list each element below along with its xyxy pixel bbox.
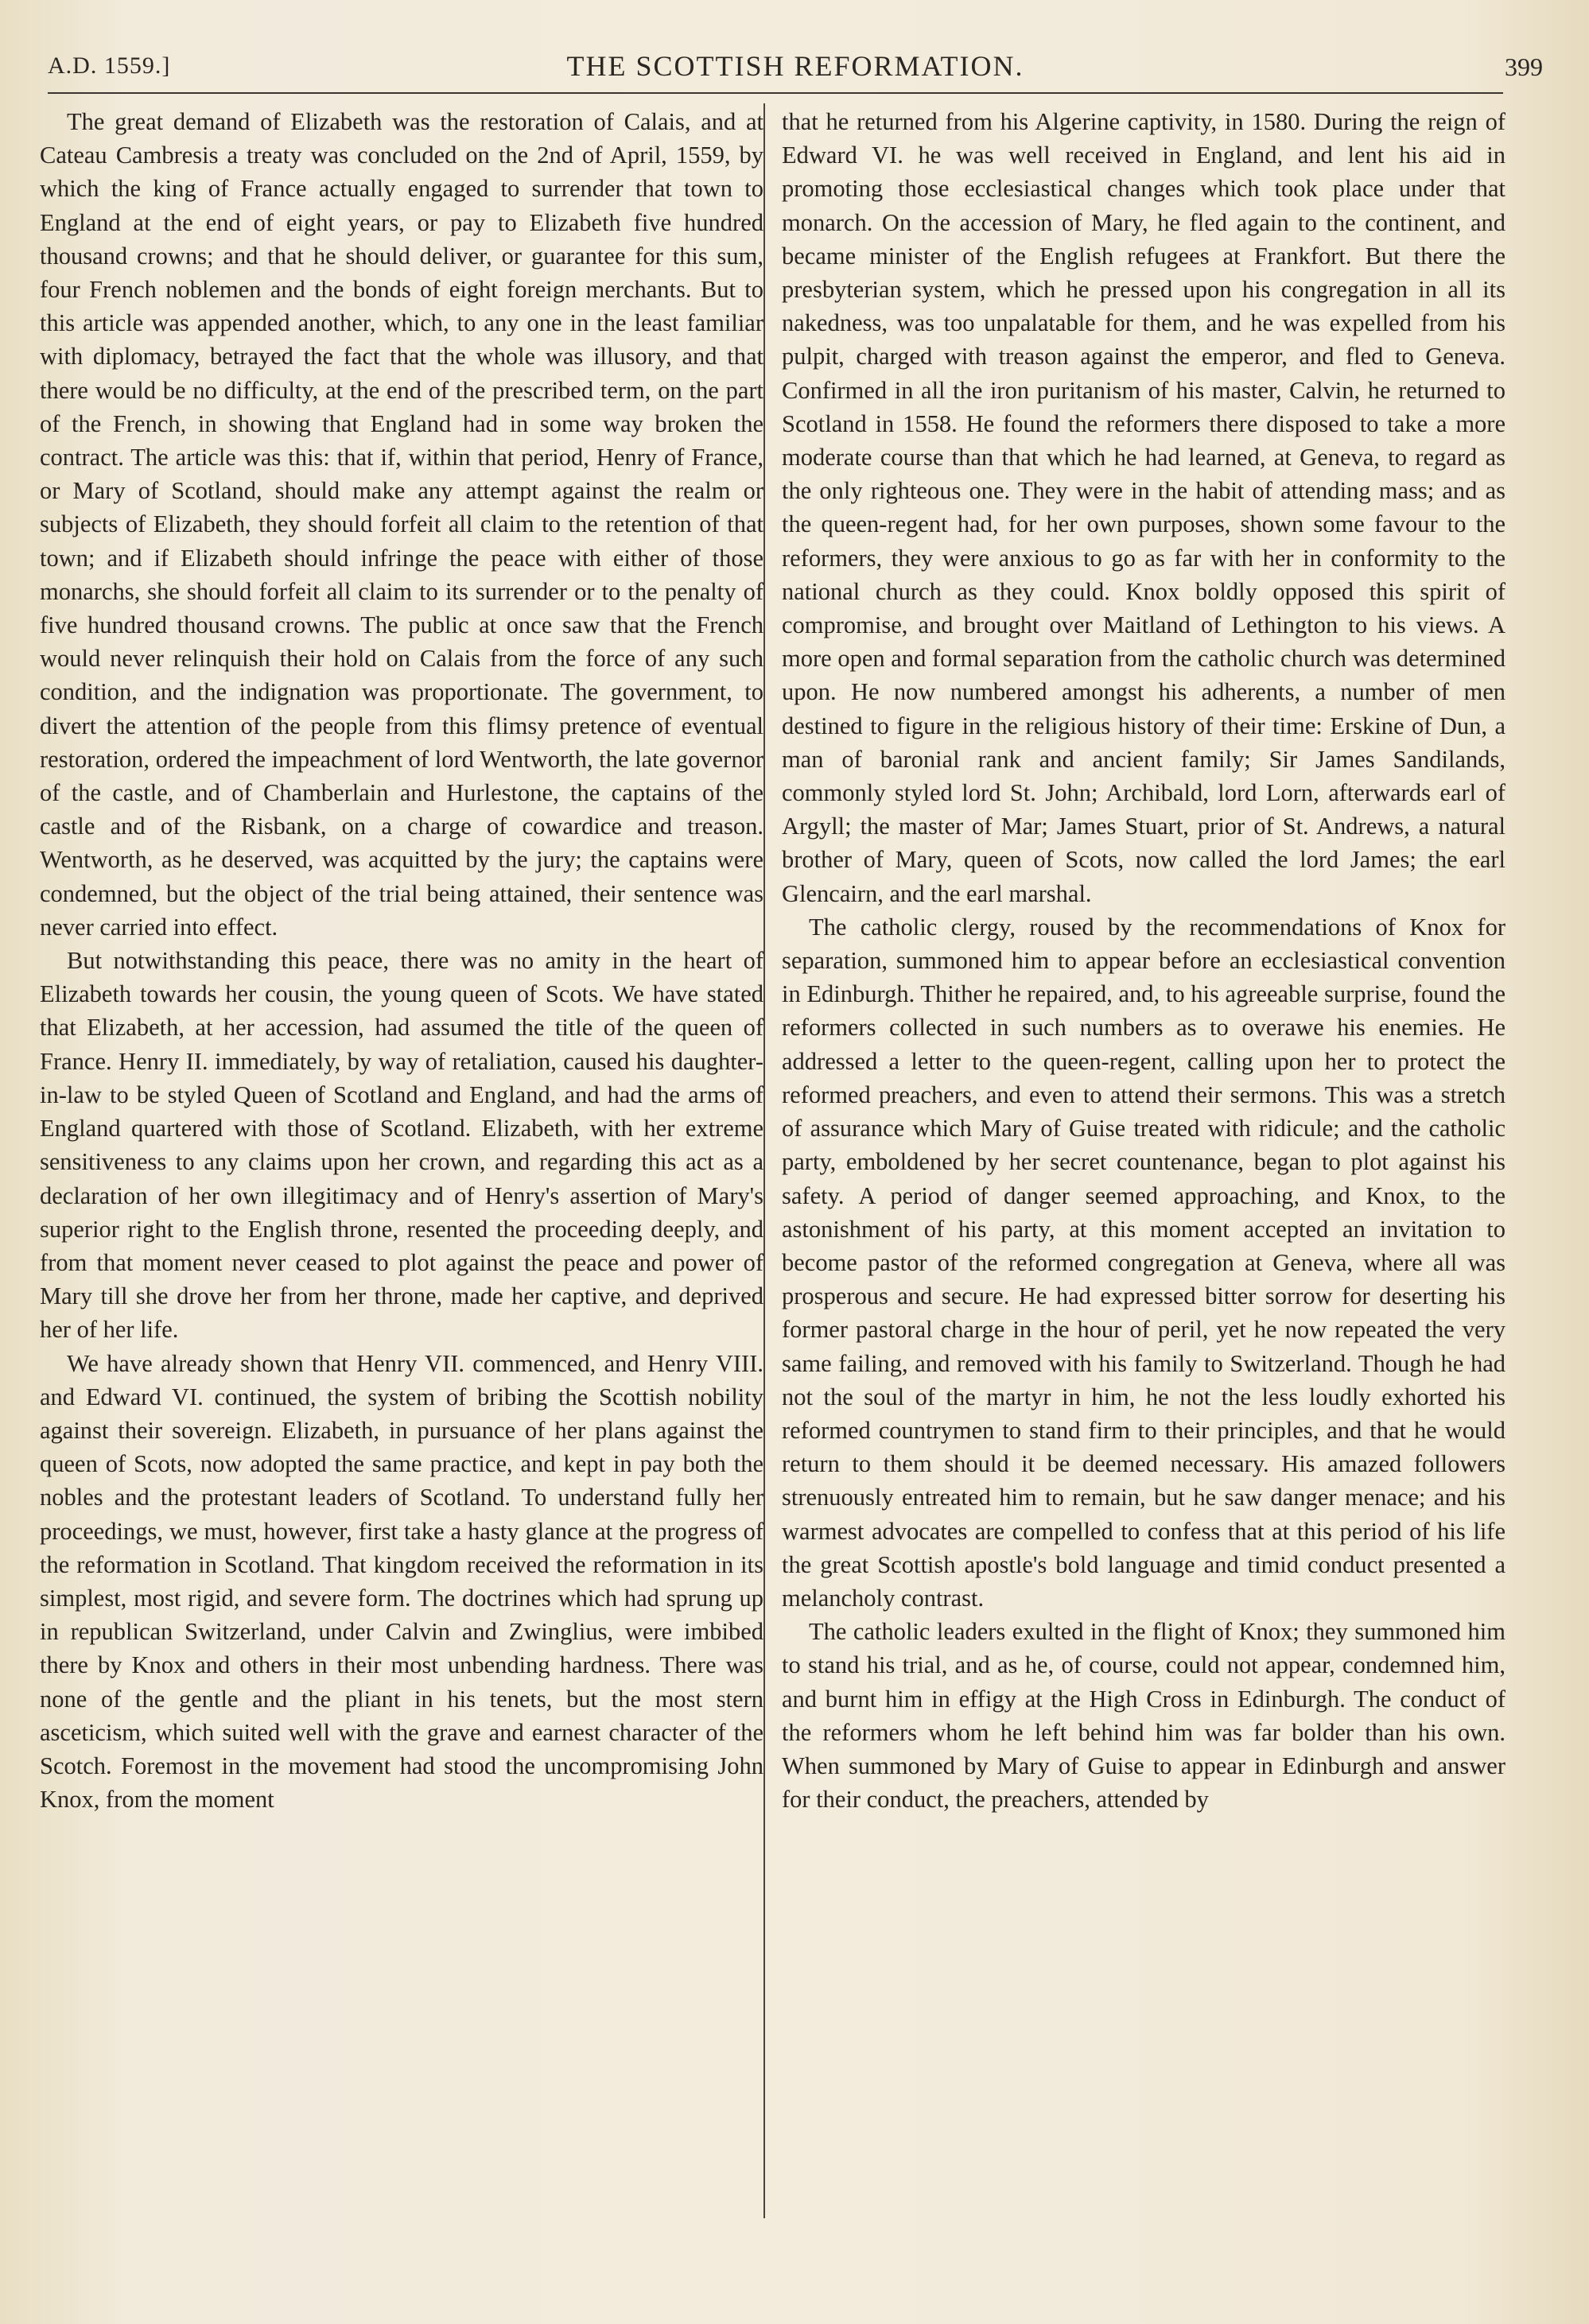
paragraph: The catholic leaders exulted in the flight of Knox; they summoned him to stand his trial, and as he, of course, could not appear, condemned him, and burnt him in effigy at the High Cross in Edinburgh. The conduct of the reformers whom he left behind him was far bolder than his own. When summoned by Mary of Guise to appear in Edinburgh and answer for their conduct, the preachers, attended by [782,1618,1505,1814]
paragraph: that he returned from his Algerine captivity, in 1580. During the reign of Edward VI. he was well received in England, and lent his aid in promoting those ecclesiastical changes which took place under that monarch. On the accession of Mary, he fled again to the continent, and became minister of the English refugees at Frankfort. But there the presbyterian system, which he pressed upon his congregation in all its nakedness, was too unpalatable for them, and he was expelled from his pulpit, charged with treason against the emperor, and fled to Geneva. Confirmed in all the iron puritanism of his master, Calvin, he returned to Scotland in 1558. He found the reformers there disposed to take a more moderate course than that which he had learned, at Geneva, to regard as the only righteous one. They were in the habit of attending mass; and as the queen-regent had, for her own purposes, shown some favour to the reformers, they were anxious to go as far with her in conformity to the national church as they could. Knox boldly opposed this spirit of compromise, and brought over Maitland of Lethington to his views. A more open and formal separation from the catholic church was determined upon. He now numbered amongst his adherents, a number of men destined to figure in the religious history of their time: Erskine of Dun, a man of baronial rank and ancient family; Sir James Sandilands, commonly styled lord St. John; Archibald, lord Lorn, afterwards earl of Argyll; the master of Mar; James Stuart, prior of St. Andrews, a natural brother of Mary, queen of Scots, now called the lord James; the earl Glencairn, and the earl marshal. [782,108,1505,907]
page-header [48,49,1543,84]
paragraph: The great demand of Elizabeth was the restoration of Calais, and at Cateau Cambresis a treaty was concluded on the 2nd of April, 1559, by which the king of France actually engaged to surrender that town to England at the end of eight years, or pay to Elizabeth five hundred thousand crowns; and that he should deliver, or guarantee for this sum, four French noblemen and the bonds of eight foreign merchants. But to this article was appended another, which, to any one in the least familiar with diplomacy, betrayed the fact that the whole was illusory, and that there would be no difficulty, at the end of the prescribed term, on the part of the French, in showing that England had in some way broken the contract. The article was this: that if, within that period, Henry of France, or Mary of Scotland, should make any attempt against the realm or subjects of Elizabeth, they should forfeit all claim to the retention of that town; and if Elizabeth should infringe the peace with either of those monarchs, she should forfeit all claim to its surrender or to the penalty of five hundred thousand crowns. The public at once saw that the French would never relinquish their hold on Calais from the force of any such condition, and the indignation was proportionate. The government, to divert the attention of the people from this flimsy pretence of eventual restoration, ordered the impeachment of lord Wentworth, the late governor of the castle, and of Chamberlain and Hurlestone, the captains of the castle and of the Risbank, on a charge of cowardice and treason. Wentworth, as he deserved, was acquitted by the jury; the captains were condemned, but the object of the trial being attained, their sentence was never carried into effect. [40,108,763,941]
left-column [40,105,763,1816]
right-column [782,105,1505,1816]
paragraph: But notwithstanding this peace, there was no amity in the heart of Elizabeth towards her cousin, the young queen of Scots. We have stated that Elizabeth, at her accession, had assumed the title of the queen of France. Henry II. immediately, by way of retaliation, caused his daughter-in-law to be styled Queen of Scotland and England, and had the arms of England quartered with those of Scotland. Elizabeth, with her extreme sensitiveness to any claims upon her crown, and regarding this act as a declaration of her own illegitimacy and of Henry's assertion of Mary's superior right to the English throne, resented the proceeding deeply, and from that moment never ceased to plot against the peace and power of Mary till she drove her from her throne, made her captive, and deprived her of her life. [40,947,763,1344]
header-rule [48,92,1503,94]
column-divider [763,103,765,2218]
page-number: 399 [1505,52,1543,81]
paragraph: We have already shown that Henry VII. commenced, and Henry VIII. and Edward VI. continued, the system of bribing the Scottish nobility against their sovereign. Elizabeth, in pursuance of her plans against the queen of Scots, now adopted the same practice, and kept in pay both the nobles and the protestant leaders of Scotland. To understand fully her proceedings, we must, however, first take a hasty glance at the progress of the reformation in Scotland. That kingdom received the reformation in its simplest, most rigid, and severe form. The doctrines which had sprung up in republican Switzerland, under Calvin and Zwinglius, were imbibed there by Knox and others in their most unbending hardness. There was none of the gentle and the pliant in his tenets, but the most stern asceticism, which suited well with the grave and earnest character of the Scotch. Foremost in the movement had stood the uncompromising John Knox, from the moment [40,1349,763,1814]
header-date: A.D. 1559.] [48,52,171,79]
paragraph: The catholic clergy, roused by the recommendations of Knox for separation, summoned him to appear before an ecclesiastical convention in Edinburgh. Thither he repaired, and, to his agreeable surprise, found the reformers collected in such numbers as to overawe his enemies. He addressed a letter to the queen-regent, calling upon her to protect the reformed preachers, and even to attend their sermons. This was a stretch of assurance which Mary of Guise treated with ridicule; and the catholic party, emboldened by her secret countenance, began to plot against his safety. A period of danger seemed approaching, and Knox, to the astonishment of his party, at this moment accepted an invitation to become pastor of the reformed congregation at Geneva, where all was prosperous and secure. He had expressed bitter sorrow for deserting his former pastoral charge in the hour of peril, yet he now repeated the very same failing, and removed with his family to Switzerland. Though he had not the soul of the martyr in him, he not the less loudly exhorted his reformed countrymen to stand firm to their principles, and that he would return to them should it be deemed necessary. His amazed followers strenuously entreated him to remain, but he saw danger menace; and his warmest advocates are compelled to confess that at this period of his life the great Scottish apostle's bold language and timid conduct presented a melancholy contrast. [782,913,1505,1612]
running-title: THE SCOTTISH REFORMATION. [566,50,1024,82]
